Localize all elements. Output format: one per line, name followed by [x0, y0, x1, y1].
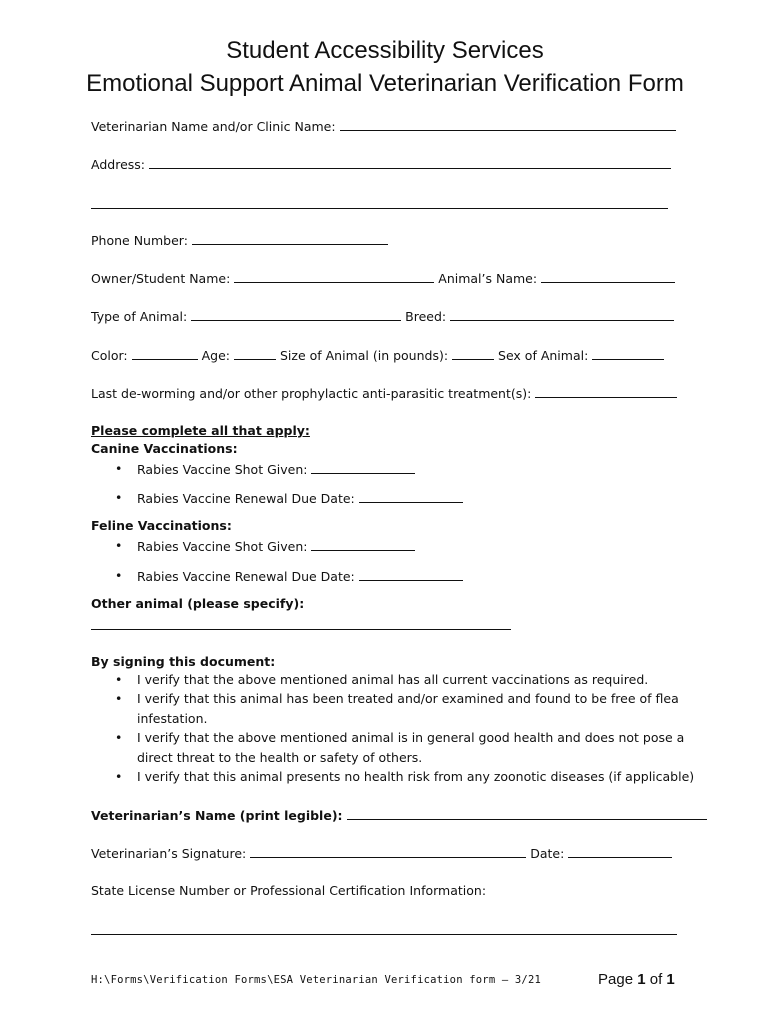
canine-renewal-row	[137, 490, 463, 506]
age-field[interactable]	[234, 347, 276, 360]
canine-shot-label: Rabies Vaccine Shot Given:	[137, 462, 308, 477]
bullet-icon: •	[115, 691, 123, 706]
phone-label: Phone Number:	[91, 233, 188, 248]
bullet-icon: •	[115, 672, 123, 687]
date-label: Date:	[530, 846, 565, 861]
phone-row	[91, 232, 388, 248]
age-label: Age:	[201, 348, 230, 363]
owner-label: Owner/Student Name:	[91, 271, 231, 286]
feline-shot-row	[137, 538, 415, 554]
other-animal-field[interactable]	[91, 629, 511, 630]
statement-health: I verify that the above mentioned animal is in general good health and does not pose a	[137, 730, 685, 745]
deworming-label: Last de-worming and/or other prophylactic anti-parasitic treatment(s):	[91, 386, 532, 401]
form-title-line1: Student Accessibility Services	[226, 37, 544, 64]
page-number	[598, 971, 675, 988]
bullet-icon: •	[115, 461, 123, 476]
other-animal-heading: Other animal (please specify):	[91, 596, 305, 611]
complete-all-heading: Please complete all that apply:	[91, 423, 310, 438]
deworming-row	[91, 385, 677, 401]
canine-shot-field[interactable]	[311, 461, 415, 474]
animal-name-label: Animal’s Name:	[438, 271, 538, 286]
type-label: Type of Animal:	[91, 309, 188, 324]
details-row	[91, 347, 664, 363]
canine-renewal-label: Rabies Vaccine Renewal Due Date:	[137, 491, 355, 506]
type-field[interactable]	[191, 308, 401, 321]
vet-name-field[interactable]	[340, 118, 676, 131]
vet-print-label: Veterinarian’s Name (print legible):	[91, 808, 343, 823]
feline-shot-field[interactable]	[311, 538, 415, 551]
statement-vaccinations: I verify that the above mentioned animal has all current vaccinations as required.	[137, 672, 649, 687]
breed-label: Breed:	[405, 309, 447, 324]
type-row	[91, 308, 674, 324]
address-row	[91, 156, 671, 172]
page-total: 1	[666, 971, 675, 988]
bullet-icon: •	[115, 730, 123, 745]
feline-renewal-label: Rabies Vaccine Renewal Due Date:	[137, 569, 355, 584]
page-word: Page	[598, 971, 634, 988]
sex-field[interactable]	[592, 347, 664, 360]
phone-field[interactable]	[192, 232, 388, 245]
vet-signature-field[interactable]	[250, 845, 526, 858]
statement-health-cont: direct threat to the health or safety of others.	[137, 750, 423, 765]
signature-row	[91, 845, 672, 861]
address-field[interactable]	[149, 156, 671, 169]
license-label: State License Number or Professional Certification Information:	[91, 883, 487, 898]
address-label: Address:	[91, 157, 145, 172]
canine-renewal-field[interactable]	[359, 490, 463, 503]
form-title-line2: Emotional Support Animal Veterinarian Verification Form	[86, 70, 684, 97]
vet-print-field[interactable]	[347, 807, 707, 820]
bullet-icon: •	[115, 769, 123, 784]
date-field[interactable]	[568, 845, 672, 858]
footer-path: H:\Forms\Verification Forms\ESA Veterinarian Verification form – 3/21	[91, 974, 541, 986]
vet-name-label: Veterinarian Name and/or Clinic Name:	[91, 119, 336, 134]
statement-zoonotic: I verify that this animal presents no health risk from any zoonotic diseases (if applicable)	[137, 769, 695, 784]
sex-label: Sex of Animal:	[498, 348, 589, 363]
page-current: 1	[637, 971, 646, 988]
canine-shot-row	[137, 461, 415, 477]
size-label: Size of Animal (in pounds):	[279, 348, 449, 363]
size-field[interactable]	[452, 347, 494, 360]
color-field[interactable]	[132, 347, 198, 360]
color-label: Color:	[91, 348, 128, 363]
bullet-icon: •	[115, 538, 123, 553]
vet-name-row	[91, 118, 676, 134]
statement-flea-cont: infestation.	[137, 711, 208, 726]
animal-name-field[interactable]	[541, 270, 675, 283]
deworming-field[interactable]	[535, 385, 677, 398]
owner-row	[91, 270, 675, 286]
feline-renewal-field[interactable]	[359, 568, 463, 581]
feline-shot-label: Rabies Vaccine Shot Given:	[137, 539, 308, 554]
statement-flea: I verify that this animal has been treated and/or examined and found to be free of flea	[137, 691, 679, 706]
feline-heading: Feline Vaccinations:	[91, 518, 232, 533]
breed-field[interactable]	[450, 308, 674, 321]
vet-print-row	[91, 807, 707, 823]
page-of: of	[649, 971, 663, 988]
owner-field[interactable]	[234, 270, 434, 283]
bullet-icon: •	[115, 490, 123, 505]
bullet-icon: •	[115, 568, 123, 583]
address-field-line2[interactable]	[91, 208, 668, 209]
license-field[interactable]	[91, 934, 677, 935]
vet-signature-label: Veterinarian’s Signature:	[91, 846, 247, 861]
signing-heading: By signing this document:	[91, 654, 276, 669]
feline-renewal-row	[137, 568, 463, 584]
canine-heading: Canine Vaccinations:	[91, 441, 238, 456]
